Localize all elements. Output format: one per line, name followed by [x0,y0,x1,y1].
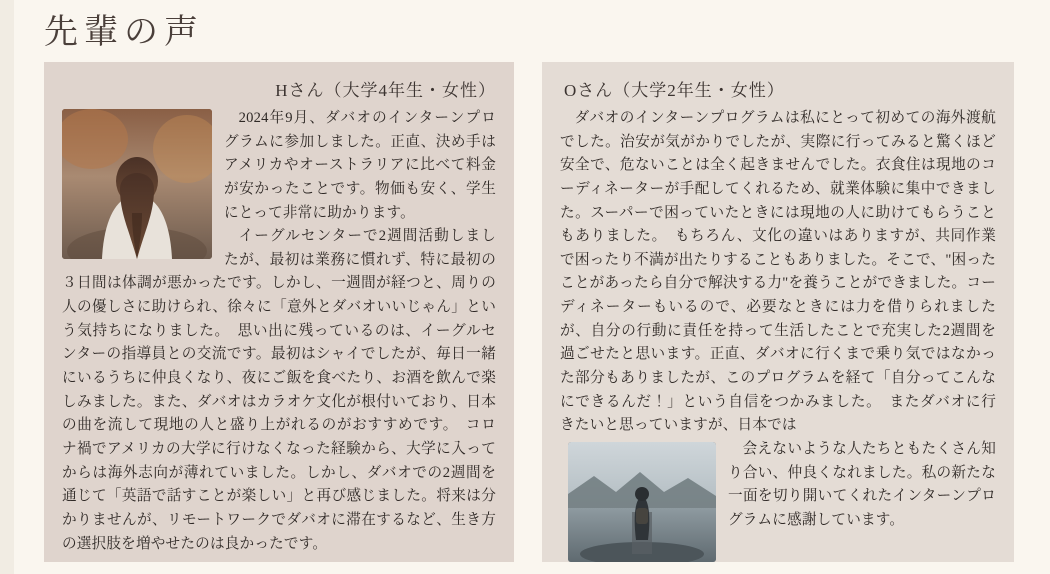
page-title: 先輩の声 [44,14,204,51]
left-accent-bar [0,0,14,574]
card-paragraph: ダバオのインターンプログラムは私にとって初めての海外渡航でした。治安が気がかりでしたが、実際に行ってみると驚くほど安全で、危ないことは全く起きませんでした。衣食住は現地のコーディネーターが手配してくれるため、就業体験に集中できました。スーパーで困っていたときには現地の人に助けてもらうこともありました。 もちろん、文化の違いはありますが、共同作業で困ったり不満が出たりすることもありました。そこで、"困ったことがあったら自分で解決する力"を養うことができました。コーディネーターもいるので、必要なときには力を借りられましたが、自分の行動に責任を持って生活したことで充実した2週間を過ごせたと思います。正直、ダバオに行くまで乗り気ではなかった部分もありましたが、このプログラムを経て「自分ってこんなにできるんだ！」という自信をつかみました。 またダバオに行きたいと思っていますが、日本では [560,110,996,434]
card-body-o [560,107,996,564]
card-title-o: Oさん（大学2年生・女性） [564,81,785,100]
testimonial-card-o [542,62,1014,562]
card-title-h: Hさん（大学4年生・女性） [275,81,496,100]
card-paragraph: 会えないような人たちともたくさん知り合い、仲良くなれました。私の新たな一面を切り開いてくれたインターンプログラムに感謝しています。 [728,440,996,528]
card-paragraph: イーグルセンターで2週間活動しましたが、最初は業務に慣れず、特に最初の３日間は体調が悪かったです。しかし、一週間が経つと、周りの人の優しさに助けられ、徐々に「意外とダバオいいじゃん」という気持ちになりました。 思い出に残っているのは、イーグルセンターの指導員との交流です。最初はシャイでしたが、毎日一緒にいるうちに仲良くなり、夜にご飯を食べたり、お酒を飲んで楽しみました。また、ダバオはカラオケ文化が根付いており、日本の曲を流して現地の人と盛り上がれるのがおすすめです。 コロナ禍でアメリカの大学に行けなくなった経験から、大学に入ってからは海外志向が薄れていました。しかし、ダバオでの2週間を通じて「英語で話すことが楽しい」と再び感じました。将来は分かりませんが、リモートワークでダバオに滞在するなど、生き方の選択肢を増やせたのは良かったです。 [62,228,496,552]
card-paragraph: 2024年9月、ダバオのインターンプログラムに参加しました。正直、決め手はアメリカやオーストラリアに比べて料金が安かったことです。物価も安く、学生にとって非常に助かります。 [224,110,496,221]
photo-h [62,109,212,259]
card-body-h [62,107,496,556]
testimonial-card-h [44,62,514,562]
photo-o [568,442,716,562]
testimonial-cards [44,62,1014,562]
